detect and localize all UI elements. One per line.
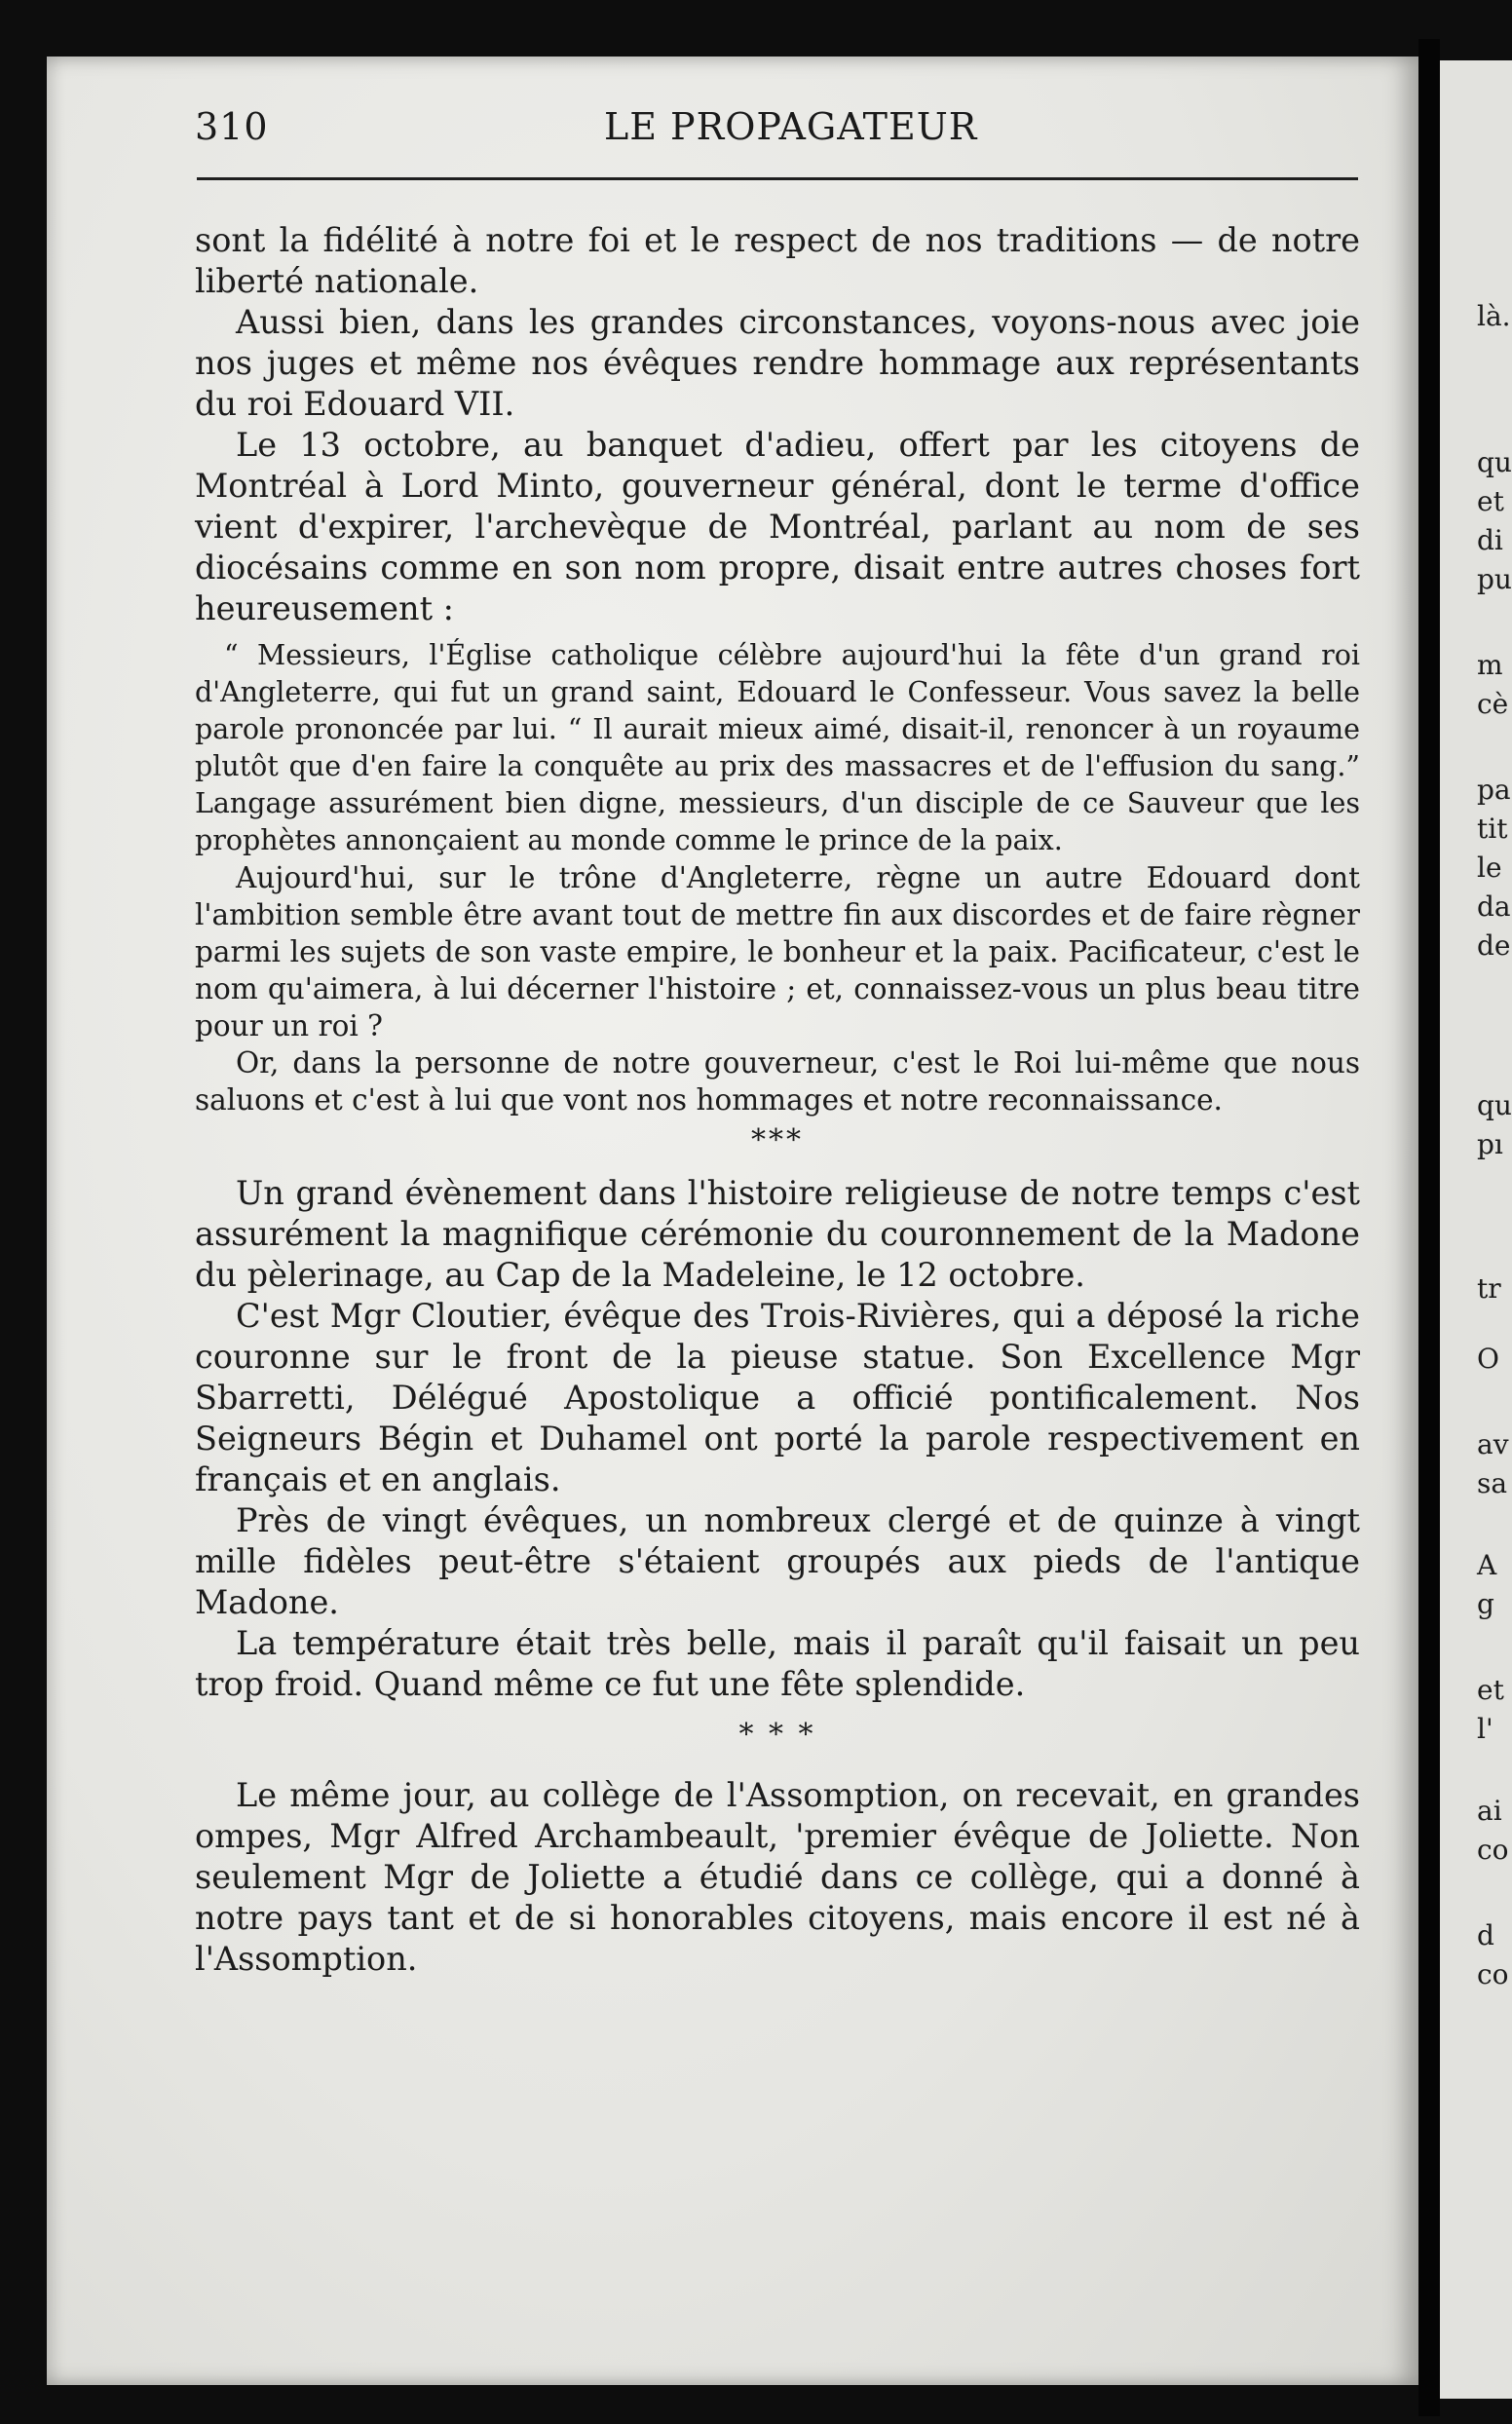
paragraph: Le 13 octobre, au banquet d'adieu, offert par les citoyens de Montréal à Lord Minto, gouverneur général, dont le terme d'office vient d'expirer, l'archevèque de Montréal, parlant au nom de ses diocésains comme en son nom propre, disait entre autres choses fort heureusement : [195,426,1360,627]
facing-fragment: le [1477,852,1502,884]
facing-fragment: di [1477,524,1503,556]
paragraph: C'est Mgr Cloutier, évêque des Trois-Rivières, qui a déposé la riche couronne sur le front de la pieuse statue. Son Excellence Mgr Sbarretti, Délégué Apostolique a officié pontificalement. Nos Seigneurs Bégin et Duhamel ont porté la parole respectivement en français et en anglais. [195,1297,1360,1498]
section-separator: *** [751,1123,804,1157]
facing-fragment: co [1477,1834,1509,1866]
facing-fragment: da [1477,890,1511,923]
facing-fragment: et [1477,1674,1504,1706]
facing-fragment: pa [1477,774,1511,806]
paragraph: sont la fidélité à notre foi et le respect de nos traditions — de notre liberté nationale. [195,221,1360,300]
facing-fragment: co [1477,1958,1509,1990]
facing-fragment: A [1477,1549,1497,1581]
paragraph: Le même jour, au collège de l'Assomption, on recevait, en grandes ompes, Mgr Alfred Archambeault, 'premier évêque de Joliette. Non seulement Mgr de Joliette a étudié dans ce collège, qui a donné à notre pays tant et de si honorables citoyens, mais encore il est né à l'Assomption. [195,1776,1360,1978]
facing-fragment: O [1477,1343,1499,1375]
quoted-speech: Or, dans la personne de notre gouverneur, c'est le Roi lui-même que nous saluons et c'est à lui que vont nos hommages et notre reconnaissance. [195,1046,1360,1117]
paragraph: La température était très belle, mais il paraît qu'il faisait un peu trop froid. Quand même ce fut une fête splendide. [195,1624,1360,1703]
quoted-speech: “ Messieurs, l'Église catholique célèbre aujourd'hui la fête d'un grand roi d'Angleterre, qui fut un grand saint, Edouard le Confesseur. Vous savez la belle parole prononcée par lui. “ Il aurait mieux aimé, disait-il, renoncer à un royaume plutôt que d'en faire la conquête au prix des massacres et de l'effusion du sang.” Langage assurément bien digne, messieurs, d'un disciple de ce Sauveur que les prophètes annonçaient au monde comme le prince de la paix. [195,639,1360,856]
facing-fragment: pu [1477,563,1512,595]
paragraph: Un grand évènement dans l'histoire religieuse de notre temps c'est assurément la magnifique cérémonie du couronnement de la Madone du pèlerinage, au Cap de la Madeleine, le 12 octobre. [195,1174,1360,1294]
facing-fragment: qu [1477,446,1512,478]
quoted-speech: Aujourd'hui, sur le trône d'Angleterre, règne un autre Edouard dont l'ambition semble être avant tout de mettre fin aux discordes et de faire règner parmi les sujets de son vaste empire, le bonheur et la paix. Pacificateur, c'est le nom qu'aimera, à lui décerner l'histoire ; et, connaissez-vous un plus beau titre pour un roi ? [195,861,1360,1042]
facing-fragment: l' [1477,1713,1493,1745]
facing-fragment: cè [1477,688,1509,720]
paragraph: Près de vingt évêques, un nombreux clergé et de quinze à vingt mille fidèles peut-être s'étaient groupés aux pieds de l'antique Madone. [195,1501,1360,1621]
facing-fragment: d [1477,1919,1494,1951]
facing-fragment: et [1477,485,1504,517]
facing-fragment: qu [1477,1089,1512,1121]
facing-fragment: là. [1477,300,1511,332]
facing-fragment: pı [1477,1128,1503,1160]
page-header [195,105,1364,164]
facing-fragment: ai [1477,1795,1502,1827]
facing-fragment: de [1477,929,1511,962]
facing-fragment: tr [1477,1272,1501,1305]
running-title: LE PROPAGATEUR [604,105,978,148]
facing-fragment: tit [1477,813,1508,845]
facing-fragment: sa [1477,1467,1508,1499]
page-number: 310 [195,105,269,148]
page-body [195,220,1360,1980]
facing-page [1440,60,1512,2399]
facing-fragment: g [1477,1588,1494,1620]
section-separator: * * * [738,1718,816,1752]
header-rule [197,177,1358,180]
paragraph: Aussi bien, dans les grandes circonstances, voyons-nous avec joie nos juges et même nos évêques rendre hommage aux représentants du roi Edouard VII. [195,303,1360,423]
book-gutter [1418,39,1440,2416]
facing-fragment: m [1477,649,1503,681]
facing-fragment: av [1477,1428,1509,1460]
